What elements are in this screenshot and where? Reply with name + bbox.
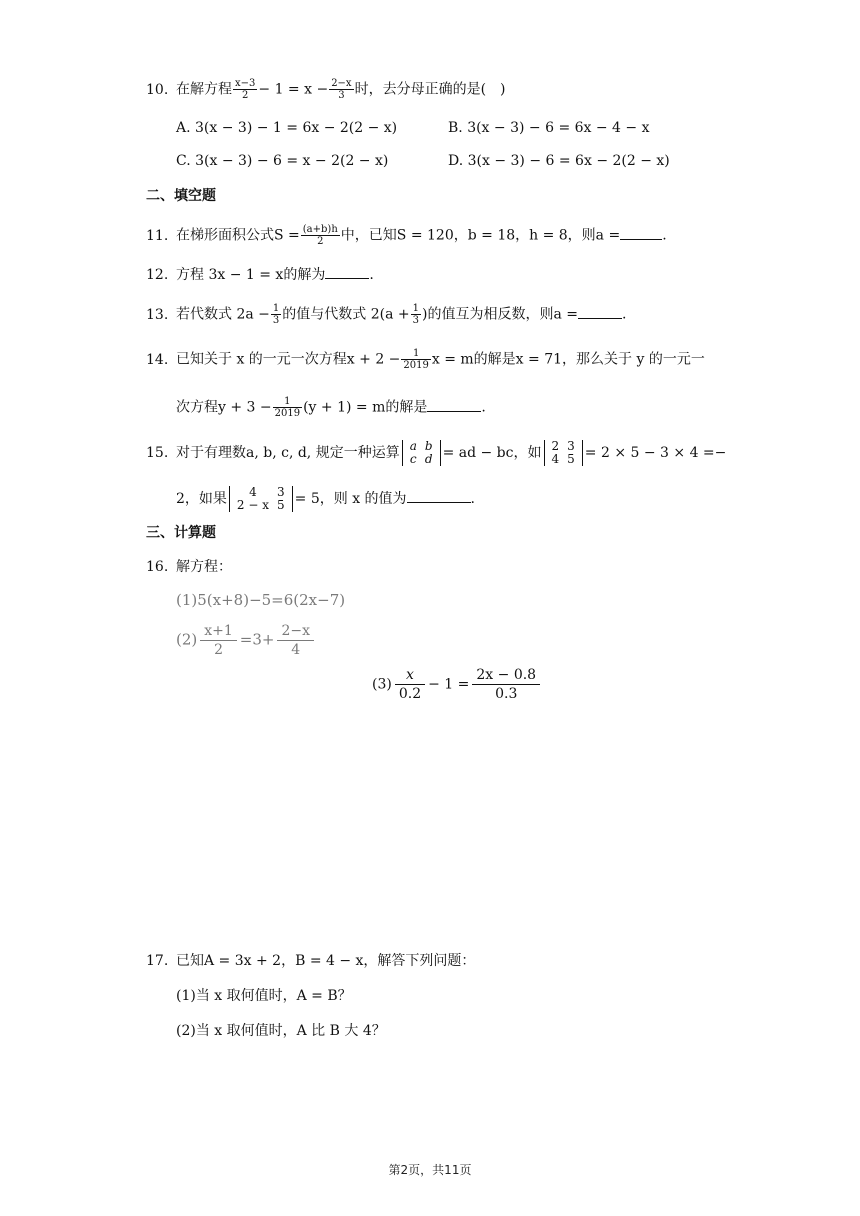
fraction: $\frac{2x - 0.8}{0.3}$ <box>472 666 540 703</box>
question-number: 17. <box>146 953 169 969</box>
section-heading: 二、填空题 <box>146 188 216 204</box>
question-number: 12. <box>146 267 169 283</box>
fraction: $\frac{1}{2019}$ <box>403 348 429 371</box>
question-number: 10. <box>146 81 169 98</box>
determinant: 4 3 2 − x 5 <box>229 486 293 512</box>
option-a: A. 3(x − 3) − 1 = 6x − 2(2 − x) <box>176 120 398 136</box>
question-number: 15. <box>146 445 169 461</box>
section-heading: 三、计算题 <box>146 525 216 541</box>
question-17: 17. 已知A = 3x + 2，B = 4 − x，解答下列问题： <box>146 953 476 969</box>
answer-blank[interactable] <box>407 488 471 503</box>
answer-blank[interactable] <box>620 225 662 240</box>
question-number: 13. <box>146 306 169 323</box>
question-15: 15. 对于有理数a, b, c, d, 规定一种运算 a b c d = ad − bc，如 2 3 4 5 = 2 × 5 − 3 × 4 =− <box>146 439 727 466</box>
question-13: 13. 若代数式 2a − $\frac{1}{3}$ 的值与代数式 2(a + $\frac{1}{3}$ )的值互为相反数，则a = . <box>146 303 627 326</box>
determinant: 2 3 4 5 <box>544 440 583 466</box>
fraction: $\frac{x+1}{2}$ <box>200 622 237 659</box>
fraction: $\frac{(a+b)h}{2}$ <box>302 224 338 247</box>
equation-3: (3) $\frac{x}{0.2}$ − 1 = $\frac{2x - 0.8}{0.3}$ <box>372 666 543 703</box>
equation-2: (2) $\frac{x+1}{2}$ =3+ $\frac{2-x}{4}$ <box>176 622 317 659</box>
question-10: 10. 在解方程 $\frac{x-3}{2}$ − 1 = x − $\frac{2-x}{3}$ 时，去分母正确的是( ) <box>146 78 506 101</box>
question-15-line-2: 2，如果 4 3 2 − x 5 = 5，则 x 的值为 . <box>176 485 475 512</box>
question-number: 14. <box>146 351 169 368</box>
fraction: $\frac{2-x}{3}$ <box>331 78 352 101</box>
question-number: 16. <box>146 559 169 575</box>
fraction: $\frac{2-x}{4}$ <box>277 622 314 659</box>
question-12: 12. 方程 3x − 1 = x的解为 . <box>146 264 374 285</box>
fraction: $\frac{1}{3}$ <box>272 303 280 326</box>
fraction: $\frac{x}{0.2}$ <box>395 666 425 703</box>
question-14-line-2: 次方程y + 3 − $\frac{1}{2019}$ (y + 1) = m的解是 . <box>176 396 486 419</box>
fraction: $\frac{1}{3}$ <box>412 303 419 326</box>
option-d: D. 3(x − 3) − 6 = 6x − 2(2 − x) <box>448 153 670 169</box>
answer-blank[interactable] <box>427 397 481 412</box>
answer-blank[interactable] <box>578 304 622 319</box>
question-17-part-1: (1)当 x 取何值时，A = B？ <box>176 988 352 1004</box>
question-16: 16. 解方程： <box>146 559 232 575</box>
question-14: 14. 已知关于 x 的一元一次方程x + 2 − $\frac{1}{2019}$ x = m的解是x = 71，那么关于 y 的一元一 <box>146 348 705 371</box>
fraction: $\frac{1}{2019}$ <box>274 396 301 419</box>
option-b: B. 3(x − 3) − 6 = 6x − 4 − x <box>448 120 650 136</box>
fraction: $\frac{x-3}{2}$ <box>235 78 256 101</box>
answer-blank[interactable] <box>325 264 369 279</box>
determinant: a b c d <box>402 440 441 466</box>
question-11: 11. 在梯形面积公式S = $\frac{(a+b)h}{2}$ 中，已知S = 120，b = 18，h = 8，则a = . <box>146 224 667 247</box>
page-footer: 第2页，共11页 <box>388 1163 472 1177</box>
question-17-part-2: (2)当 x 取何值时，A 比 B 大 4？ <box>176 1023 386 1039</box>
question-number: 11. <box>146 227 169 244</box>
option-c: C. 3(x − 3) − 6 = x − 2(2 − x) <box>176 153 389 169</box>
equation-1: (1)5(x+8)−5=6(2x−7) <box>176 591 346 609</box>
